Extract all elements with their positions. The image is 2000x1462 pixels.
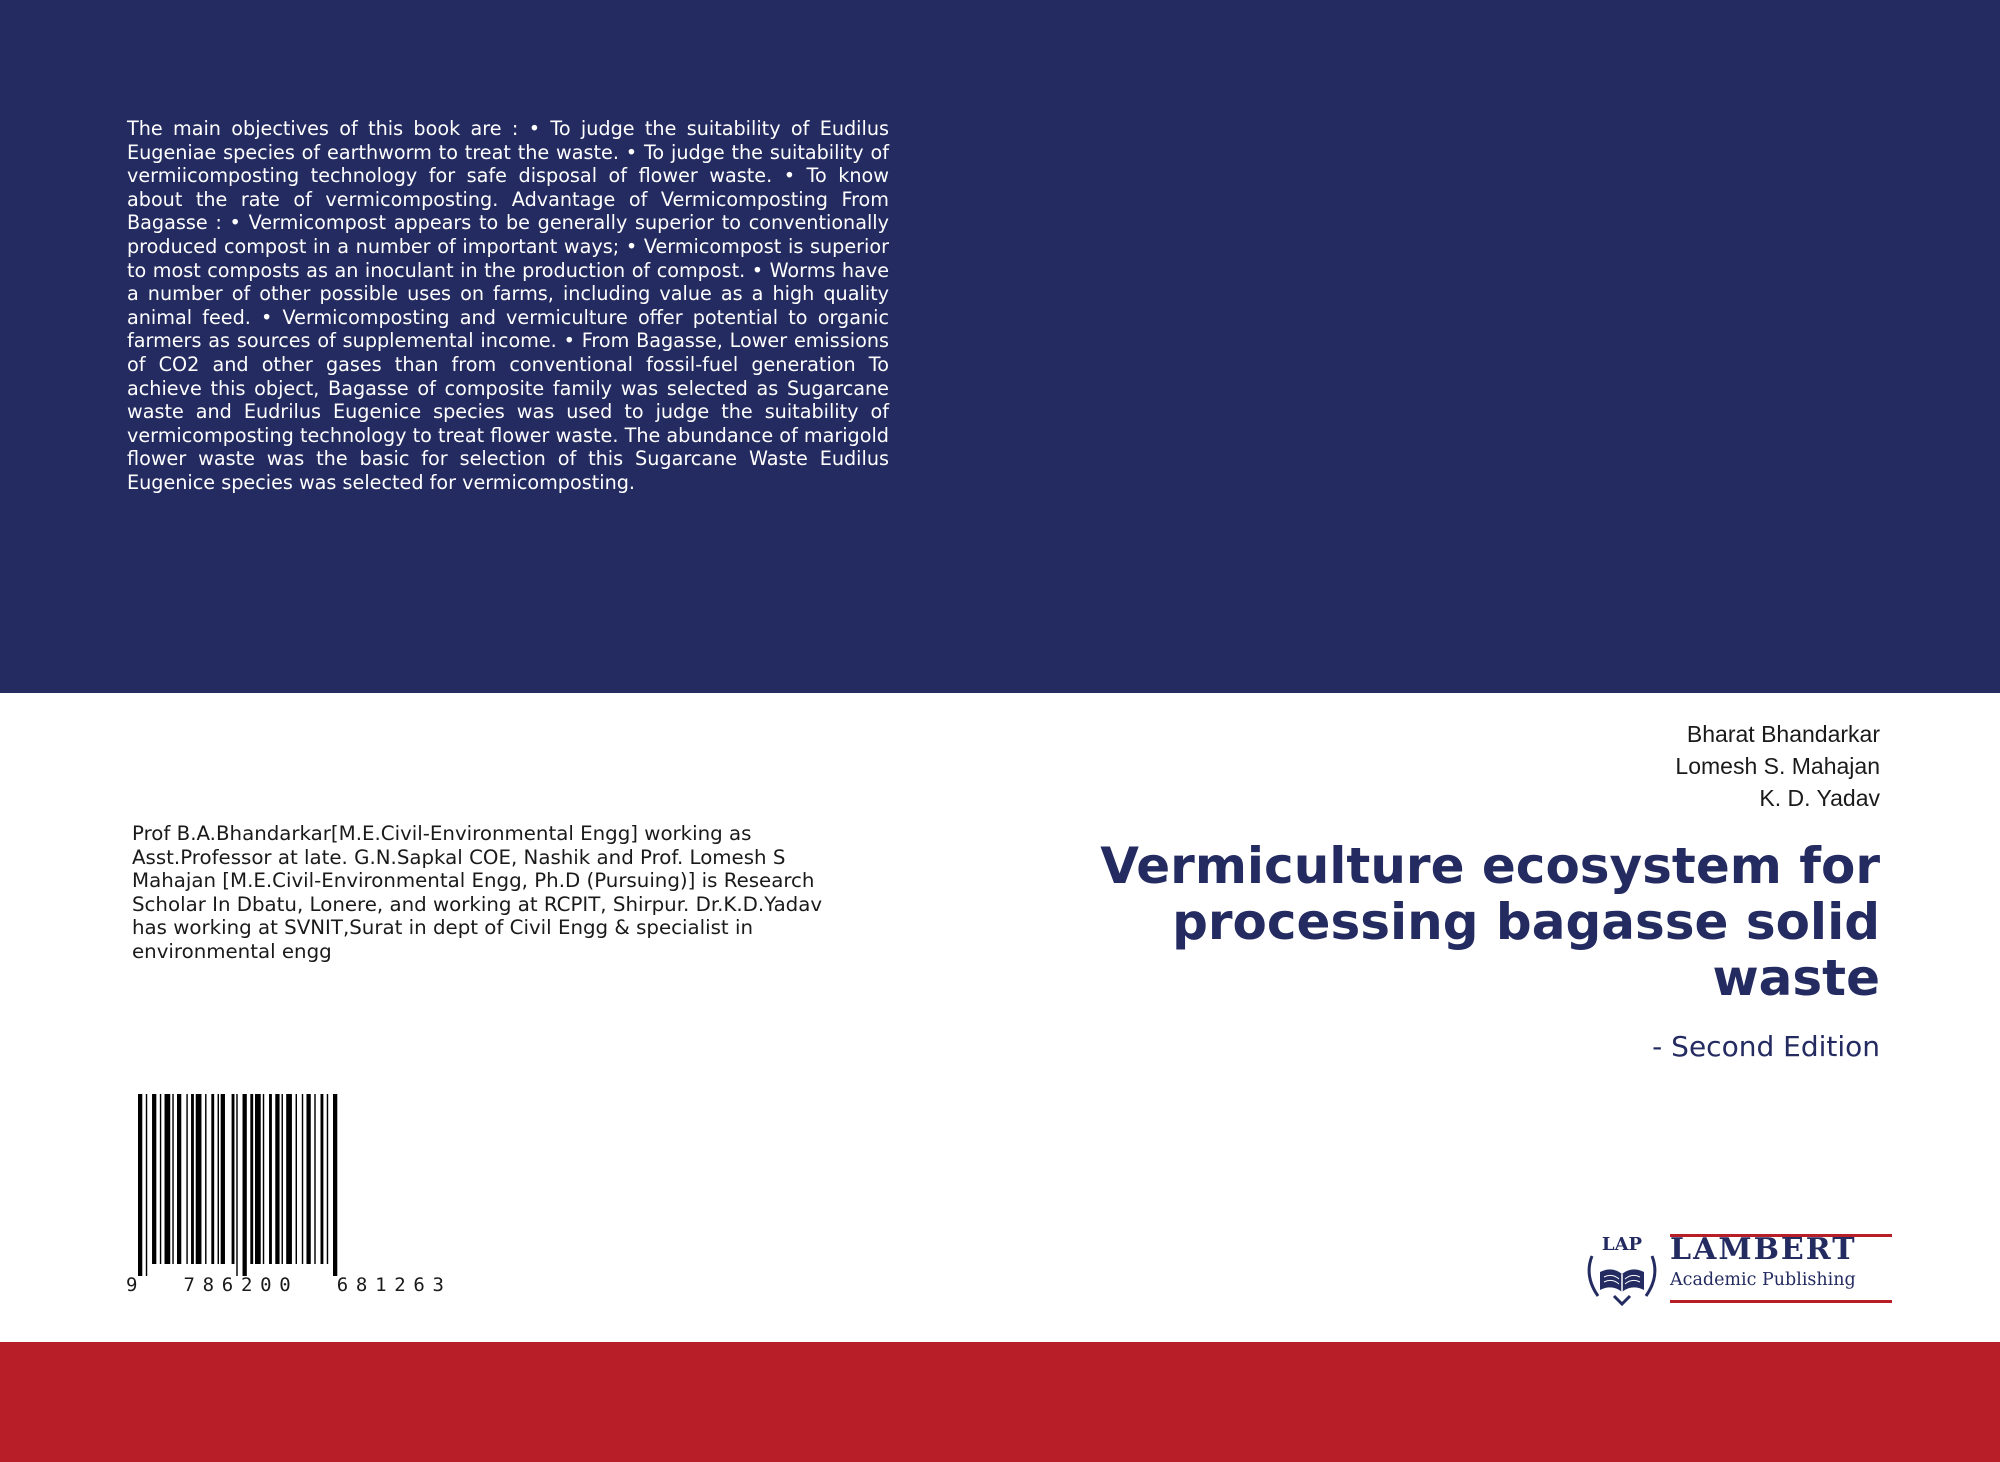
barcode-bar [205,1094,206,1264]
isbn-barcode [126,1094,466,1294]
barcode-graphic [126,1094,466,1294]
barcode-bar [221,1094,225,1264]
barcode-bar [302,1094,303,1264]
bottom-color-band [0,1342,2000,1462]
publisher-logo [1578,1228,1894,1308]
author-list [1675,718,1880,814]
barcode-bar [138,1094,142,1276]
author-bio: Prof B.A.Bhandarkar[M.E.Civil-Environmental Engg] working as Asst.Professor at late. G.N.Sapkal COE, Nashik and Prof. Lomesh S Mahajan [M.E.Civil-Environmental Engg, Ph.D (Pursuing)] is Research Scholar In Dbatu, Lonere, and working at RCPIT, Shirpur. Dr.K.D.Yadav has working at SVNIT,Surat in dept of Civil Engg & specialist in environmental engg [132,822,823,963]
edition-label: - Second Edition [1652,1030,1880,1063]
barcode-bar [314,1094,315,1264]
barcode-bar [146,1094,147,1276]
barcode-bar [250,1094,253,1264]
barcode-bar [152,1094,156,1264]
book-title: Vermiculture ecosystem for processing bagasse solid waste [1100,837,1880,1007]
barcode-bar [282,1094,283,1264]
barcode-bar [232,1094,235,1264]
barcode-bar [218,1094,219,1264]
barcode-bar [196,1094,202,1264]
barcode-bar [269,1094,272,1264]
barcode-bar [186,1094,187,1264]
barcode-bar [333,1094,337,1276]
barcode-bar [321,1094,324,1264]
barcode-bar [296,1094,297,1264]
lap-emblem-icon [1578,1228,1668,1308]
barcode-bar [327,1094,328,1264]
barcode-bar [286,1094,292,1264]
back-cover-blurb: The main objectives of this book are : • To judge the suitability of Eudilus Eugeniae species of earthworm to treat the waste. • To judge the suitability of vermiicomposting technology for safe disposal of flower waste. • To know about the rate of vermicomposting. Advantage of Vermicomposting From Bagasse : • Vermicompost appears to be generally superior to conventionally produced compost in a number of important ways; • Vermicompost is superior to most composts as an inoculant in the production of compost. • Worms have a number of other possible uses on farms, including value as a high quality animal feed. • Vermicomposting and vermiculture offer potential to organic farmers as sources of supplemental income. • From Bagasse, Lower emissions of CO2 and other gases than from conventional fossil-fuel generation To achieve this object, Bagasse of composite family was selected as Sugarcane waste and Eudrilus Eugenice species was used to judge the suitability of vermicomposting technology to treat flower waste. The abundance of marigold flower waste was the basic for selection of this Sugarcane Waste Eudilus Eugenice species was selected for vermicomposting. [127,117,889,494]
barcode-bar [165,1094,171,1264]
barcode-bar [211,1094,214,1264]
publisher-subtitle: Academic Publishing [1670,1270,1856,1290]
author-name: Lomesh S. Mahajan [1675,753,1880,779]
barcode-bar [236,1094,237,1276]
barcode-bar [177,1094,181,1264]
barcode-bar [243,1094,247,1276]
barcode-bar [172,1094,173,1264]
svg-text:LAP: LAP [1601,1234,1643,1255]
barcode-bar [255,1094,261,1264]
barcode-bar [306,1094,310,1264]
publisher-name: LAMBERT [1670,1232,1857,1267]
barcode-bar [263,1094,264,1264]
barcode-bar [191,1094,194,1264]
barcode-bar [160,1094,161,1264]
author-name: Bharat Bhandarkar [1686,721,1880,747]
barcode-bar [275,1094,279,1264]
author-name: K. D. Yadav [1759,785,1880,811]
isbn-digits: 9 786200 681263 [126,1274,444,1294]
